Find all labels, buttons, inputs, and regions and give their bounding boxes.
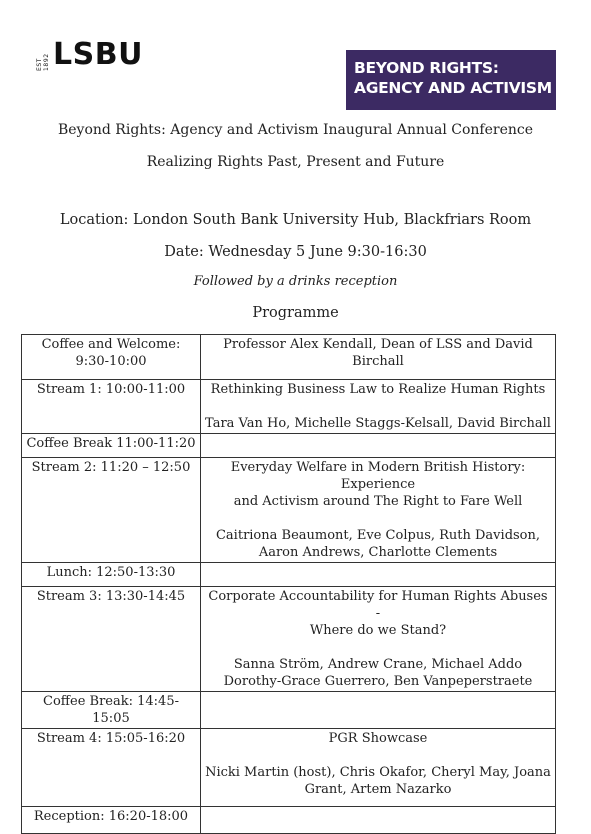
session-detail-line: Corporate Accountability for Human Rights Abuses - [208, 589, 548, 621]
session-detail-line: Dorothy-Grace Guerrero, Ben Vanpeperstraete [223, 674, 533, 689]
session-detail-line: Professor Alex Kendall, Dean of LSS and David [223, 337, 533, 352]
session-time-cell [22, 434, 201, 458]
session-time-line: Lunch: 12:50-13:30 [46, 565, 176, 580]
session-detail-line: and Activism around The Right to Fare Well [233, 494, 523, 509]
beyond-rights-banner [346, 50, 556, 110]
session-detail-line: Grant, Artem Nazarko [304, 782, 452, 797]
table-row [22, 563, 556, 587]
banner-line-2: AGENCY AND ACTIVISM [354, 79, 552, 97]
date-line: Date: Wednesday 5 June 9:30-16:30 [164, 244, 427, 260]
session-detail-line [205, 639, 551, 656]
session-detail-line [205, 747, 551, 764]
session-detail-cell [201, 563, 556, 587]
session-time-cell [22, 458, 201, 563]
session-detail-line: Nicki Martin (host), Chris Okafor, Cheryl May, Joana [205, 765, 551, 780]
session-time-line: Reception: 16:20-18:00 [33, 809, 189, 824]
session-detail-line: Caitriona Beaumont, Eve Colpus, Ruth Davidson, [215, 528, 541, 543]
session-time-line: Stream 3: 13:30-14:45 [36, 589, 186, 604]
session-detail-cell [201, 380, 556, 434]
table-row [22, 335, 556, 380]
table-row [22, 729, 556, 807]
session-detail-cell [201, 335, 556, 380]
session-time-cell [22, 380, 201, 434]
session-detail-line: Sanna Ström, Andrew Crane, Michael Addo [233, 657, 523, 672]
session-time-line: Coffee Break 11:00-11:20 [26, 436, 196, 451]
programme-heading: Programme [252, 305, 339, 321]
session-detail-cell [201, 458, 556, 563]
banner-line-1: BEYOND RIGHTS: [354, 59, 499, 77]
session-detail-line: Birchall [352, 354, 404, 369]
logo-wordmark: LSBU [53, 37, 143, 72]
session-detail-cell [201, 434, 556, 458]
table-row [22, 807, 556, 834]
session-time-line: Stream 2: 11:20 – 12:50 [31, 460, 191, 475]
session-detail-line: Rethinking Business Law to Realize Human Rights [210, 382, 546, 397]
session-time-cell [22, 587, 201, 692]
session-detail-cell [201, 729, 556, 807]
session-detail-line: Where do we Stand? [309, 623, 447, 638]
session-time-cell [22, 692, 201, 729]
session-detail-line: PGR Showcase [328, 731, 428, 746]
conference-title: Beyond Rights: Agency and Activism Inaugural Annual Conference [57, 122, 534, 138]
session-detail-line: Everyday Welfare in Modern British History: Experience [230, 460, 526, 492]
session-time-line: Stream 1: 10:00-11:00 [36, 382, 186, 397]
session-time-cell [22, 335, 201, 380]
session-time-cell [22, 807, 201, 834]
session-time-line: Coffee Break: 14:45-15:05 [43, 694, 179, 726]
session-time-line: Coffee and Welcome: [41, 337, 181, 352]
lsbu-logo [36, 37, 143, 72]
session-detail-cell [201, 692, 556, 729]
session-detail-line [205, 398, 551, 415]
session-time-line: Stream 4: 15:05-16:20 [36, 731, 186, 746]
table-row [22, 692, 556, 729]
conference-subtitle: Realizing Rights Past, Present and Future [146, 154, 445, 170]
session-detail-line [205, 510, 551, 527]
programme-table [21, 334, 556, 834]
location-line: Location: London South Bank University Hub, Blackfriars Room [59, 212, 532, 228]
table-row [22, 587, 556, 692]
session-detail-cell [201, 807, 556, 834]
logo-est-text: EST 1892 [36, 53, 50, 71]
session-time-cell [22, 563, 201, 587]
session-detail-line: Aaron Andrews, Charlotte Clements [258, 545, 498, 560]
session-detail-cell [201, 587, 556, 692]
table-row [22, 458, 556, 563]
session-time-cell [22, 729, 201, 807]
session-detail-line: Tara Van Ho, Michelle Staggs-Kelsall, David Birchall [205, 416, 551, 431]
session-time-line: 9:30-10:00 [75, 354, 147, 369]
table-row [22, 434, 556, 458]
reception-note: Followed by a drinks reception [193, 274, 398, 289]
table-row [22, 380, 556, 434]
